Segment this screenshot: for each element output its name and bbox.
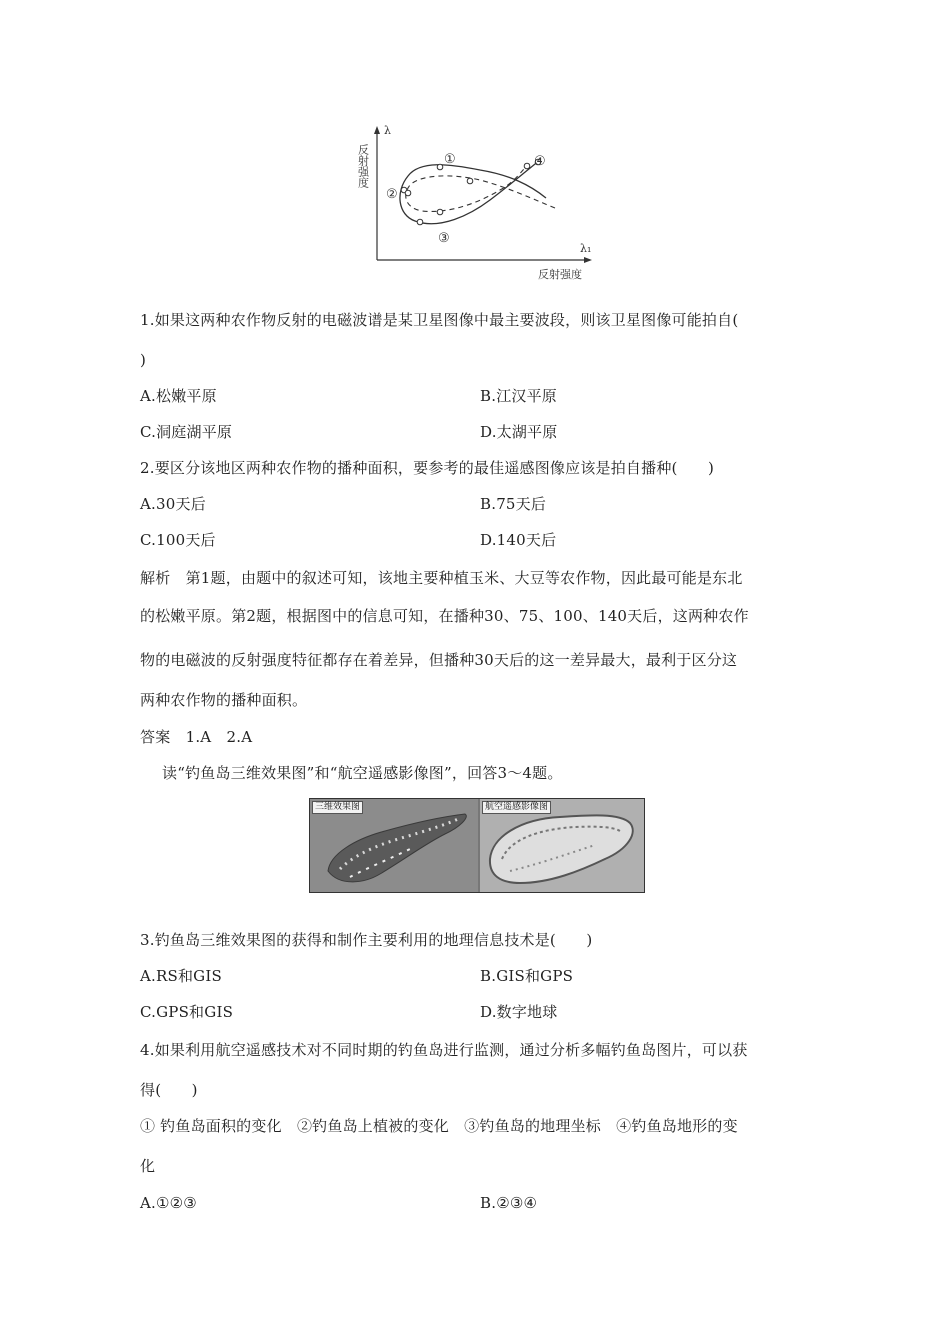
q2-option-d: D.140天后 <box>480 531 557 549</box>
marker-4-label: ④ <box>534 154 546 169</box>
q2-option-b: B.75天后 <box>480 495 547 513</box>
q3-stem: 3.钓鱼岛三维效果图的获得和制作主要利用的地理信息技术是( ) <box>140 931 593 949</box>
point-1 <box>437 164 443 170</box>
point-3b <box>437 209 443 215</box>
q2-option-a: A.30天后 <box>140 495 206 513</box>
q1-option-b: B.江汉平原 <box>480 387 557 405</box>
crop-curve-solid <box>400 160 546 224</box>
analysis-line-2: 的松嫩平原。第2题，根据图中的信息可知，在播种30、75、100、140天后，这两种农作 <box>140 607 749 625</box>
three-d-label: 三维效果图 <box>312 801 363 814</box>
q3-option-c: C.GPS和GIS <box>140 1003 234 1021</box>
point-4 <box>524 163 530 169</box>
diaoyu-island-figure <box>309 798 645 893</box>
marker-3-label: ③ <box>438 231 450 246</box>
q2-stem: 2.要区分该地区两种农作物的播种面积，要参考的最佳遥感图像应该是拍自播种( ) <box>140 459 715 477</box>
q4-option-a: A.①②③ <box>140 1194 197 1212</box>
q4-stem-line1: 4.如果利用航空遥感技术对不同时期的钓鱼岛进行监测，通过分析多幅钓鱼岛图片，可以获 <box>140 1041 748 1059</box>
marker-1-label: ① <box>444 152 456 167</box>
x-axis-title: 反射强度 <box>538 268 582 281</box>
q1-option-d: D.太湖平原 <box>480 423 558 441</box>
q1-stem-line2: ) <box>140 351 147 369</box>
y-axis-arrow <box>374 126 380 134</box>
aerial-panel <box>480 799 644 892</box>
point-2b <box>405 190 411 196</box>
q1-option-c: C.洞庭湖平原 <box>140 423 233 441</box>
q3-option-b: B.GIS和GPS <box>480 967 574 985</box>
q4-stem-line2: 得( ) <box>140 1081 198 1099</box>
answer-line: 答案 1.A 2.A <box>140 728 253 746</box>
q1-stem-line1: 1.如果这两种农作物反射的电磁波谱是某卫星图像中最主要波段，则该卫星图像可能拍自( <box>140 311 739 329</box>
analysis-line-1: 解析 第1题，由题中的叙述可知，该地主要种植玉米、大豆等农作物，因此最可能是东北 <box>140 569 743 587</box>
intro-q3-4: 读“钓鱼岛三维效果图”和“航空遥感影像图”，回答3～4题。 <box>162 764 563 782</box>
q2-option-c: C.100天后 <box>140 531 216 549</box>
reflectance-figure <box>350 120 600 285</box>
analysis-line-4: 两种农作物的播种面积。 <box>140 691 308 709</box>
analysis-line-3: 物的电磁波的反射强度特征都存在着差异，但播种30天后的这一差异最大，最利于区分这 <box>140 651 738 669</box>
reflectance-diagram <box>350 120 600 285</box>
y-axis-title: 反射强度 <box>356 144 370 188</box>
three-d-panel <box>310 799 478 892</box>
q4-items-line1: ① 钓鱼岛面积的变化 ②钓鱼岛上植被的变化 ③钓鱼岛的地理坐标 ④钓鱼岛地形的变 <box>140 1117 738 1135</box>
point-1b <box>467 178 473 184</box>
q1-option-a: A.松嫩平原 <box>140 387 217 405</box>
aerial-label: 航空遥感影像图 <box>482 801 551 814</box>
x-axis-arrow <box>584 257 592 263</box>
y-axis-symbol: λ <box>384 124 391 137</box>
q4-items-line2: 化 <box>140 1157 156 1175</box>
x-axis-symbol: λ₁ <box>580 242 592 255</box>
q3-option-a: A.RS和GIS <box>140 967 222 985</box>
q4-option-b: B.②③④ <box>480 1194 538 1212</box>
marker-2-label: ② <box>386 187 398 202</box>
point-3 <box>417 219 423 225</box>
q3-option-d: D.数字地球 <box>480 1003 558 1021</box>
